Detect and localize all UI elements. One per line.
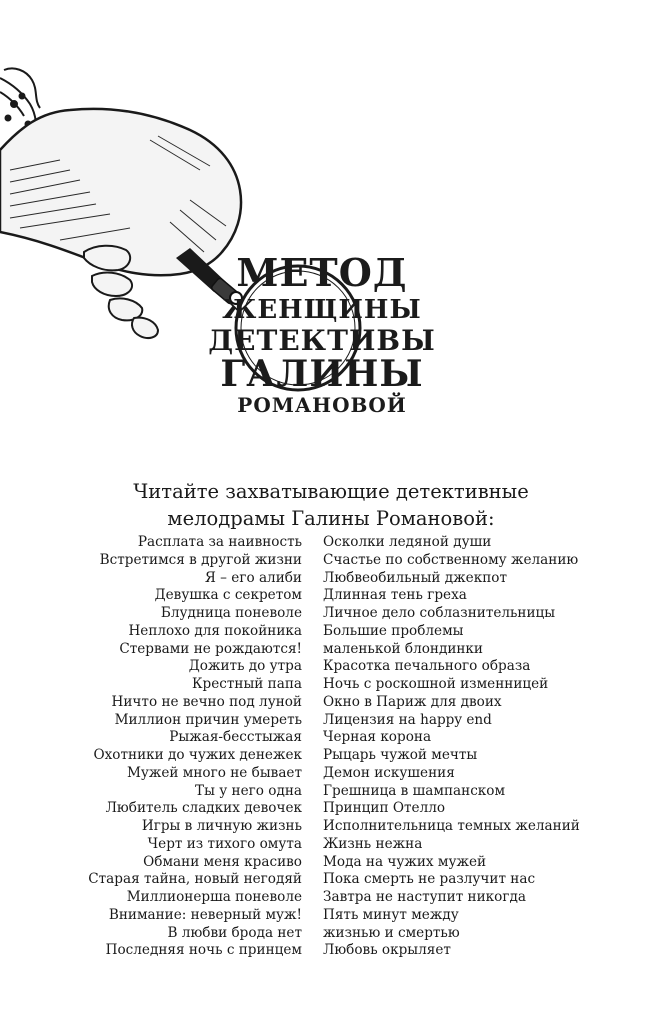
book-title: жизнью и смертью: [323, 924, 460, 941]
book-title: Охотники до чужих денежек: [93, 747, 302, 763]
book-title: Дожить до утра: [188, 658, 302, 675]
book-title: Миллионерша поневоле: [126, 889, 302, 905]
emblem-line-4: ГАЛИНЫ: [220, 353, 424, 395]
book-title: Расплата за наивность: [137, 534, 302, 550]
book-title: Ты у него одна: [195, 782, 302, 799]
book-title: Крестный папа: [192, 676, 302, 692]
book-title: Встретимся в другой жизни: [99, 551, 302, 568]
book-title: Обмани меня красиво: [143, 853, 302, 870]
series-title-lettering: [208, 250, 436, 417]
book-title: Черт из тихого омута: [147, 835, 302, 852]
book-title: Любитель сладких девочек: [105, 800, 302, 817]
book-title: Мода на чужих мужей: [323, 853, 487, 870]
book-title: Рыжая-бесстыжая: [169, 729, 302, 746]
book-title: Завтра не наступит никогда: [323, 889, 526, 905]
book-title: Игры в личную жизнь: [141, 818, 302, 834]
book-title: Рыцарь чужой мечты: [323, 747, 478, 763]
book-title: Принцип Отелло: [323, 800, 446, 817]
book-title: Пока смерть не разлучит нас: [323, 871, 536, 888]
emblem-line-2: ЖЕНЩИНЫ: [222, 295, 422, 325]
series-heading: [0, 478, 662, 532]
book-title: Неплохо для покойника: [128, 622, 302, 639]
book-title: Окно в Париж для двоих: [323, 693, 502, 710]
book-title: Девушка с секретом: [154, 587, 302, 604]
book-title: Лицензия на happy end: [323, 711, 492, 728]
book-title: Мужей много не бывает: [126, 764, 302, 781]
book-title: Счастье по собственному желанию: [323, 551, 579, 568]
heading-line-1: Читайте захватывающие детективные: [133, 480, 529, 503]
book-title: Любовь окрыляет: [323, 942, 451, 959]
book-title: Миллион причин умереть: [114, 711, 302, 728]
emblem-line-3: ДЕТЕКТИВЫ: [208, 324, 436, 357]
book-title: Блудница поневоле: [160, 605, 302, 621]
titles-left-column: [88, 534, 302, 960]
book-title: В любви брода нет: [167, 924, 302, 941]
book-title: маленькой блондинки: [323, 640, 483, 657]
book-title: Я – его алиби: [204, 569, 302, 586]
book-title: Жизнь нежна: [323, 835, 423, 852]
book-title: Любвеобильный джекпот: [323, 569, 507, 586]
book-title: Черная корона: [323, 729, 432, 746]
book-title: Стервами не рождаются!: [119, 640, 302, 657]
book-title: Ничто не вечно под луной: [111, 693, 302, 710]
book-title: Демон искушения: [323, 764, 455, 781]
book-title: Ночь с роскошной изменницей: [323, 676, 549, 692]
book-title: Длинная тень греха: [323, 587, 467, 604]
series-emblem: [0, 0, 662, 460]
book-title: Внимание: неверный муж!: [108, 906, 302, 923]
book-title: Красотка печального образа: [323, 658, 531, 675]
titles-right-column: [323, 534, 580, 960]
book-title: Грешница в шампанском: [323, 782, 506, 799]
book-title: Исполнительница темных желаний: [323, 818, 580, 834]
book-title: Пять минут между: [323, 906, 459, 923]
emblem-line-5: РОМАНОВОЙ: [237, 393, 407, 417]
book-title: Большие проблемы: [323, 622, 464, 639]
book-title: Последняя ночь с принцем: [105, 942, 302, 959]
hand-illustration: [0, 109, 241, 338]
book-title: Осколки ледяной души: [323, 534, 492, 550]
emblem-line-1: МЕТОД: [236, 250, 408, 295]
book-title: Старая тайна, новый негодяй: [88, 871, 302, 888]
book-title: Личное дело соблазнительницы: [323, 605, 556, 621]
heading-line-2: мелодрамы Галины Романовой:: [167, 507, 495, 530]
